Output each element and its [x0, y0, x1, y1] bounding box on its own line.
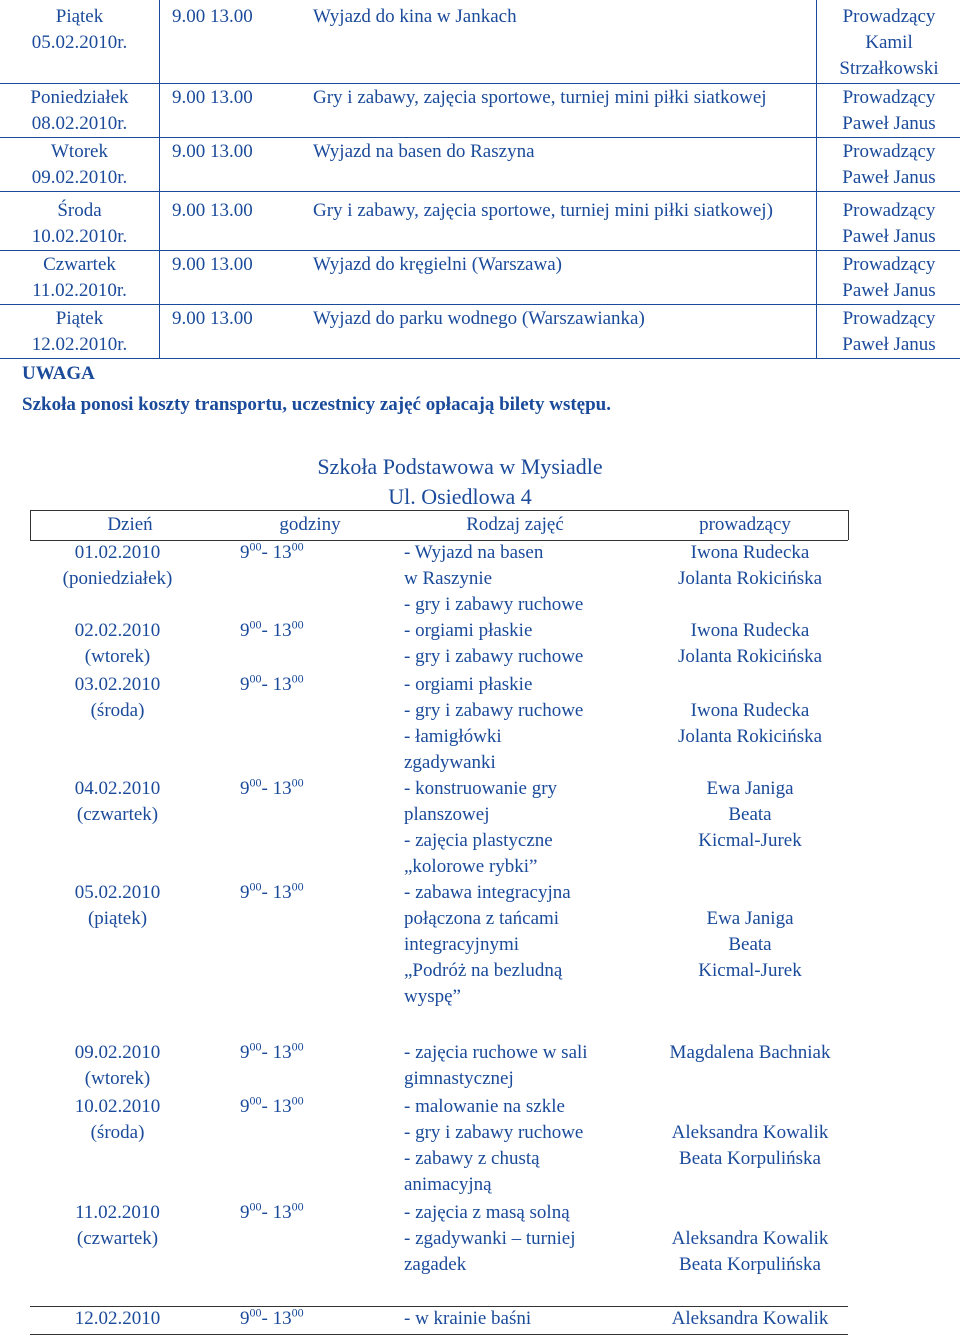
leader-name: Iwona Rudecka [690, 542, 810, 563]
leader-cell [818, 4, 960, 82]
leader-name: Kicmal-Jurek [698, 960, 802, 981]
hours-part: 00 [249, 1039, 262, 1054]
notice-text: Szkoła ponosi koszty transportu, uczestnicy zajęć opłacają bilety wstępu. [22, 394, 611, 415]
hours-range [240, 1306, 304, 1332]
day-date: 11.02.2010r. [32, 280, 127, 301]
leader-cell [640, 776, 860, 854]
day-cell [0, 252, 159, 304]
activity-line: animacyjną [404, 1174, 492, 1195]
day-cell [30, 1040, 205, 1092]
activity-line: - zajęcia ruchowe w sali [404, 1042, 588, 1063]
day-name: Środa [57, 200, 102, 221]
hours-part: 00 [291, 1093, 304, 1108]
activity-line: - malowanie na szkle [404, 1096, 565, 1117]
street-prefix: Ul. [388, 484, 416, 509]
leader-cell [640, 1306, 860, 1332]
activity-text: Wyjazd do kręgielni (Warszawa) [313, 254, 562, 275]
leader-cell [640, 1226, 860, 1278]
leader-cell [818, 252, 960, 304]
activity-line: - orgiami płaskie [404, 674, 533, 695]
day-date: 05.02.2010r. [31, 32, 128, 53]
leader-cell [640, 698, 860, 750]
leader-name: Aleksandra Kowalik [671, 1122, 829, 1143]
day-cell [0, 198, 159, 250]
hours-part: 00 [291, 671, 304, 686]
hours-part: 9 [240, 1042, 250, 1063]
hours-part: - 13 [261, 1308, 292, 1329]
time-range: 9.00 13.00 [172, 200, 253, 221]
day-cell [30, 776, 205, 828]
activity-line: wyspę” [404, 986, 461, 1007]
time-range: 9.00 13.00 [172, 308, 253, 329]
street-number: 4 [520, 484, 532, 509]
activity-line: - konstruowanie gry [404, 778, 558, 799]
activity-text: Wyjazd do kina w Jankach [313, 6, 517, 27]
leader-name: Beata [728, 804, 772, 825]
day-date: 01.02.2010 [74, 542, 161, 563]
leader-label: Prowadzący [842, 141, 936, 162]
hours-part: - 13 [261, 620, 292, 641]
day-date: 10.02.2010 [74, 1096, 161, 1117]
hours-part: 00 [249, 539, 262, 554]
day-cell [30, 672, 205, 724]
table-border-bottom [30, 1334, 848, 1335]
day-cell [30, 540, 205, 592]
activity-line: gimnastycznej [404, 1068, 514, 1089]
leader-label: Prowadzący [842, 308, 936, 329]
leader-name: Kamil [865, 32, 913, 53]
leader-name: Aleksandra Kowalik [671, 1308, 829, 1329]
activity-text: Wyjazd do parku wodnego (Warszawianka) [313, 308, 645, 329]
leader-cell [818, 306, 960, 358]
day-name: Piątek [55, 6, 104, 27]
table-border-top [30, 510, 848, 511]
day-name: Poniedziałek [30, 87, 129, 108]
hours-part: - 13 [261, 674, 292, 695]
day-date: 05.02.2010 [74, 882, 161, 903]
hours-part: - 13 [261, 1096, 292, 1117]
leader-name: Jolanta Rokicińska [677, 568, 823, 589]
day-cell [30, 1094, 205, 1146]
activity-text: Wyjazd na basen do Raszyna [313, 141, 535, 162]
activity-line: - gry i zabawy ruchowe [404, 1122, 584, 1143]
leader-name: Beata Korpulińska [679, 1254, 821, 1275]
hours-part: 9 [240, 542, 250, 563]
day-cell [0, 4, 159, 56]
day-date: 12.02.2010r. [31, 334, 128, 355]
hours-range [240, 1094, 304, 1120]
hours-range [240, 672, 304, 698]
leader-name: Strzałkowski [839, 58, 939, 79]
leader-name: Jolanta Rokicińska [677, 726, 823, 747]
activity-line: - zajęcia plastyczne [404, 830, 553, 851]
hours-part: - 13 [261, 1202, 292, 1223]
hours-part: - 13 [261, 778, 292, 799]
day-date: 09.02.2010r. [31, 167, 128, 188]
hours-part: 00 [249, 617, 262, 632]
leader-cell [640, 1120, 860, 1172]
notice-heading: UWAGA [22, 363, 95, 384]
day-weekday: (piątek) [87, 908, 148, 929]
leader-name: Iwona Rudecka [690, 700, 810, 721]
activity-cell [404, 776, 557, 880]
col-divider [159, 0, 160, 358]
leader-cell [640, 906, 860, 984]
leader-name: Jolanta Rokicińska [677, 646, 823, 667]
leader-label: Prowadzący [842, 200, 936, 221]
activity-line: - gry i zabawy ruchowe [404, 646, 584, 667]
hours-range [240, 776, 304, 802]
leader-label: Prowadzący [842, 6, 936, 27]
day-weekday: (środa) [90, 700, 145, 721]
time-range: 9.00 13.00 [172, 6, 253, 27]
day-date: 11.02.2010 [75, 1202, 160, 1223]
hours-part: 00 [249, 671, 262, 686]
day-weekday: (wtorek) [84, 646, 151, 667]
day-name: Piątek [55, 308, 104, 329]
hours-part: - 13 [261, 1042, 292, 1063]
activity-line: - łamigłówki [404, 726, 502, 747]
day-weekday: (poniedziałek) [62, 568, 173, 589]
hours-part: 00 [249, 1305, 262, 1320]
leader-cell [818, 198, 960, 250]
leader-name: Beata [728, 934, 772, 955]
day-date: 02.02.2010 [74, 620, 161, 641]
day-weekday: (środa) [90, 1122, 145, 1143]
hours-part: - 13 [261, 542, 292, 563]
day-cell [30, 1306, 205, 1332]
activity-line: - gry i zabawy ruchowe [404, 594, 584, 615]
hours-part: - 13 [261, 882, 292, 903]
hours-part: 00 [249, 1093, 262, 1108]
day-cell [30, 1200, 205, 1252]
activity-line: - w krainie baśni [404, 1308, 532, 1329]
leader-name: Iwona Rudecka [690, 620, 810, 641]
leader-name: Kicmal-Jurek [698, 830, 802, 851]
leader-label: Prowadzący [842, 87, 936, 108]
day-cell [0, 139, 159, 191]
activity-line: integracyjnymi [404, 934, 520, 955]
hours-part: 00 [291, 879, 304, 894]
leader-name: Ewa Janiga [706, 908, 794, 929]
leader-label: Prowadzący [842, 254, 936, 275]
activity-text: Gry i zabawy, zajęcia sportowe, turniej mini piłki siatkowej) [313, 200, 773, 221]
hours-range [240, 1040, 304, 1066]
leader-cell [640, 1040, 860, 1066]
hours-part: 9 [240, 778, 250, 799]
col-divider [816, 0, 817, 358]
header-day: Dzień [107, 514, 153, 535]
hours-range [240, 1200, 304, 1226]
header-type: Rodzaj zajęć [466, 514, 564, 535]
activity-line: „kolorowe rybki” [404, 856, 538, 877]
activity-text: Gry i zabawy, zajęcia sportowe, turniej mini piłki siatkowej [313, 87, 767, 108]
day-date: 04.02.2010 [74, 778, 161, 799]
leader-cell [640, 618, 860, 670]
activity-cell [404, 1094, 583, 1198]
leader-name: Paweł Janus [842, 280, 936, 301]
hours-part: 00 [291, 775, 304, 790]
leader-name: Paweł Janus [842, 226, 936, 247]
hours-part: 9 [240, 1308, 250, 1329]
hours-part: 9 [240, 882, 250, 903]
activity-line: zgadywanki [404, 752, 496, 773]
activity-cell [404, 540, 583, 618]
activity-line: - zabawy z chustą [404, 1148, 540, 1169]
activity-line: planszowej [404, 804, 490, 825]
leader-cell [640, 540, 860, 592]
hours-part: 00 [291, 1305, 304, 1320]
leader-name: Paweł Janus [842, 334, 936, 355]
activity-line: - zgadywanki – turniej [404, 1228, 576, 1249]
activity-cell [404, 1040, 588, 1092]
hours-part: 9 [240, 620, 250, 641]
activity-line: - orgiami płaskie [404, 620, 533, 641]
time-range: 9.00 13.00 [172, 87, 253, 108]
day-date: 10.02.2010r. [31, 226, 128, 247]
time-range: 9.00 13.00 [172, 254, 253, 275]
day-weekday: (czwartek) [76, 804, 159, 825]
activity-line: - gry i zabawy ruchowe [404, 700, 584, 721]
leader-name: Ewa Janiga [706, 778, 794, 799]
leader-cell [818, 85, 960, 137]
activity-line: - zajęcia z masą solną [404, 1202, 570, 1223]
day-cell [0, 85, 159, 137]
school-address [0, 483, 920, 511]
hours-part: 00 [291, 617, 304, 632]
hours-range [240, 540, 304, 566]
hours-range [240, 618, 304, 644]
street-name: Osiedlowa [421, 484, 516, 509]
hours-part: 00 [291, 539, 304, 554]
hours-part: 00 [249, 775, 262, 790]
day-date: 12.02.2010 [74, 1308, 161, 1329]
time-range: 9.00 13.00 [172, 141, 253, 162]
leader-name: Aleksandra Kowalik [671, 1228, 829, 1249]
activity-line: - zabawa integracyjna [404, 882, 571, 903]
day-date: 09.02.2010 [74, 1042, 161, 1063]
leader-cell [818, 139, 960, 191]
activity-line: „Podróż na bezludną [404, 960, 563, 981]
hours-range [240, 880, 304, 906]
hours-part: 9 [240, 1096, 250, 1117]
day-cell [30, 880, 205, 932]
header-hours: godziny [279, 514, 341, 535]
leader-name: Paweł Janus [842, 113, 936, 134]
day-weekday: (czwartek) [76, 1228, 159, 1249]
row-divider [0, 358, 960, 359]
leader-name: Beata Korpulińska [679, 1148, 821, 1169]
day-cell [0, 306, 159, 358]
header-leader: prowadzący [699, 514, 791, 535]
hours-part: 9 [240, 1202, 250, 1223]
activity-cell [404, 880, 571, 1010]
activity-line: zagadek [404, 1254, 467, 1275]
day-cell [30, 618, 205, 670]
hours-part: 00 [291, 1039, 304, 1054]
hours-part: 00 [249, 1199, 262, 1214]
hours-part: 00 [249, 879, 262, 894]
activity-cell [404, 1200, 575, 1278]
leader-name: Paweł Janus [842, 167, 936, 188]
hours-part: 00 [291, 1199, 304, 1214]
hours-part: 9 [240, 674, 250, 695]
day-date: 08.02.2010r. [31, 113, 128, 134]
activity-line: - Wyjazd na basen [404, 542, 544, 563]
school-name: Szkoła Podstawowa w Mysiadle [317, 454, 603, 479]
activity-cell [404, 672, 583, 776]
activity-cell [404, 1306, 531, 1332]
day-weekday: (wtorek) [84, 1068, 151, 1089]
day-date: 03.02.2010 [74, 674, 161, 695]
day-name: Czwartek [43, 254, 116, 275]
day-name: Wtorek [51, 141, 108, 162]
leader-name: Magdalena Bachniak [669, 1042, 831, 1063]
activity-cell [404, 618, 583, 670]
activity-line: w Raszynie [404, 568, 493, 589]
activity-line: połączona z tańcami [404, 908, 560, 929]
